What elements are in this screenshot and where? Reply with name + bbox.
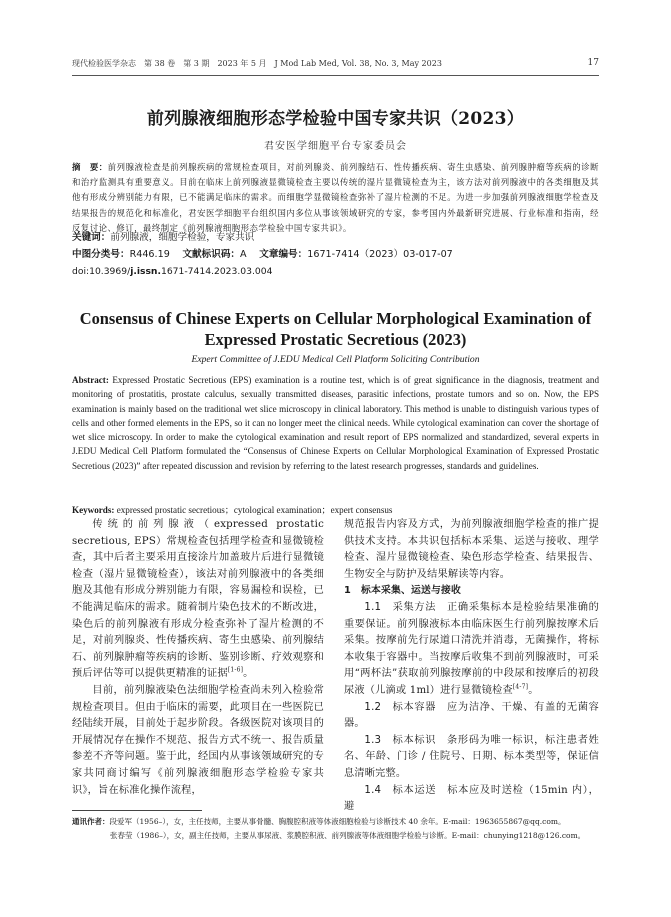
english-title-line2: Expressed Prostatic Secretious (2023) <box>204 330 467 349</box>
paragraph-end: 。 <box>243 668 254 680</box>
doi-suffix: 1671-7414.2023.03.004 <box>160 266 273 277</box>
paragraph-text: 传统的前列腺液（expressed prostatic secretious, EPS）常规检查包括理学检查和显微镜检查，其中后者主要采用直接涂片加盖玻片后进行显微镜检查（湿片显微镜检查），该法对前列腺液中的各类细胞及其他有形成分辨别能力有限，容易漏检和误检，已不能满足临床的需求。随着制片染色技术的不断改进，染色后的前列腺液有形成分检查弥补了湿片检测的不足，对前列腺炎、性传播疾病、寄生虫感染、前列腺结石、前列腺肿瘤等疾病的诊断、鉴别诊断、疗效观察和预后评估等可以提供更精准的证据 <box>72 519 324 680</box>
footnote-rule <box>72 810 202 811</box>
english-keywords-label: Keywords: <box>72 505 115 515</box>
subsection-end: 。 <box>528 684 539 696</box>
doi-bold: j.issn. <box>130 266 161 277</box>
english-keywords-text: expressed prostatic secretious；cytological examination；expert consensus <box>114 505 393 515</box>
english-abstract <box>72 373 599 473</box>
header-rule <box>72 75 599 76</box>
article-no-label: 文章编号： <box>259 249 308 260</box>
body-right-column <box>344 517 599 816</box>
doi-prefix: doi:10.3969/ <box>72 266 131 277</box>
article-no-value: 1671-7414（2023）03-017-07 <box>307 249 453 260</box>
citation-ref: [4-7] <box>512 683 529 691</box>
page-number: 17 <box>587 58 599 68</box>
chinese-abstract-label: 摘 要： <box>72 162 108 172</box>
english-title <box>72 308 599 350</box>
english-author: Expert Committee of J.EDU Medical Cell Platform Soliciting Contribution <box>191 354 480 365</box>
subsection-title: 1.2 标本容器 <box>364 701 437 713</box>
chinese-keywords-text: 前列腺液，细胞学检验，专家共识 <box>110 232 255 243</box>
section-heading: 1 标本采集、运送与接收 <box>344 585 461 597</box>
english-keywords <box>72 503 599 517</box>
chinese-author: 君安医学细胞平台专家委员会 <box>264 141 407 152</box>
chinese-abstract-text: 前列腺液检查是前列腺疾病的常规检查项目，对前列腺炎、前列腺结石、性传播疾病、寄生虫感染、前列腺肿瘤等疾病的诊断和治疗监测具有重要意义。目前在临床上前列腺液显微镜检查主要以传统的湿片显微镜检查为主，该方法对前列腺液中的各类细胞及其他有形成分辨别能力有限，已不能满足临床的需求。而细胞学显微镜检查弥补了湿片检测的不足。为进一步加强前列腺液细胞学检查及结果报告的规范化和标准化，君安医学细胞平台组织国内多位从事该领域研究的专家，参考国内外最新研究进展、行业标准和指南，经反复讨论、修订，最终制定《前列腺液细胞形态学检验中国专家共识》。 <box>72 162 599 233</box>
citation-ref: [1-6] <box>227 666 244 674</box>
chinese-keywords <box>72 231 599 245</box>
body-paragraph: 目前，前列腺液染色法细胞学检查尚未列入检验常规检查项目。但由于临床的需要，此项目在一些医院已经陆续开展，目前处于起步阶段。各级医院对该项目的开展情况存在操作不规范、报告方式不统一、报告质量参差不齐等问题。鉴于此，经国内从事该领域研究的专家共同商讨编写《前列腺液细胞形态学检验专家共识》，旨在标准化操作流程， <box>72 684 324 796</box>
body-left-column <box>72 517 324 799</box>
doi-line <box>72 265 599 279</box>
doc-code-value: A <box>240 249 247 260</box>
classification-line <box>72 248 599 262</box>
clc-label: 中图分类号： <box>72 249 130 260</box>
footnote-author-2: 张春莹（1986–），女，副主任技师，主要从事尿液、浆膜腔积液、前列腺液等体液细胞学检验与诊断。E-mail：chunying1218@126.com。 <box>110 831 586 840</box>
clc-value: R446.19 <box>129 249 170 260</box>
chinese-keywords-label: 关键词： <box>72 232 111 243</box>
chinese-title: 前列腺液细胞形态学检验中国专家共识（2023） <box>146 109 525 129</box>
footnote-author-1: 段爱军（1956–），女，主任技师，主要从事骨髓、胸腹腔积液等体液细胞检验与诊断技术 40 余年。E-mail：1963655867@qq.com。 <box>109 817 566 826</box>
subsection-text: 条形码为唯一标识，标注患者姓名、年龄、门诊 / 住院号、日期、标本类型等，保证信息清晰完整。 <box>344 734 599 779</box>
journal-citation: 现代检验医学杂志 第 38 卷 第 3 期 2023 年 5 月 J Mod Lab Med, Vol. 38, No. 3, May 2023 <box>72 59 442 68</box>
running-header <box>72 58 599 72</box>
body-paragraph <box>72 517 324 683</box>
subsection <box>344 600 599 700</box>
subsection-text: 应为洁净、干燥、有盖的无菌容器。 <box>344 701 599 730</box>
body-paragraph: 规范报告内容及方式，为前列腺液细胞学检查的推广提供技术支持。本共识包括标本采集、运送与接收、理学检查、湿片显微镜检查、染色形态学检查、结果报告、生物安全与防护及结果解读等内容。 <box>344 519 599 580</box>
subsection <box>344 700 599 733</box>
subsection-title: 1.4 标本运送 <box>364 784 437 796</box>
subsection-text: 标本应及时送检（15min 内），避 <box>344 784 599 813</box>
subsection-text: 正确采集标本是检验结果准确的重要保证。前列腺液标本由临床医生行前列腺按摩术后采集。按摩前先行尿道口清洗并消毒，无菌操作，将标本收集于容器中。当按摩后收集不到前列腺液时，可采用“两杯法”获取前列腺按摩前的中段尿和按摩后的初段尿液（儿滴或 1ml）进行显微镜检查 <box>344 601 599 696</box>
subsection <box>344 783 599 816</box>
footnote <box>72 815 599 843</box>
doc-code-label: 文献标识码： <box>182 249 241 260</box>
english-abstract-label: Abstract: <box>72 375 109 385</box>
english-title-line1: Consensus of Chinese Experts on Cellular Morphological Examination of <box>79 309 592 328</box>
english-abstract-text: Expressed Prostatic Secretious (EPS) examination is a routine test, which is of great significance in the diagnosis, treatment and monitoring of prostatitis, prostate calculus, sexually transmitted diseases, parasitic infections, prostate tumors and so on. Now, the EPS examination is mainly based on the traditional wet slice microscopy in clinical laboratory. This method is unable to distinguish various types of cells and other formed elements in the EPS, so it can no longer meet the clinical needs. While cytological examination can cover the shortage of wet slice microscopy. In order to make the cytological examination and result report of EPS normalized and standardized, several experts in J.EDU Medical Cell Platform formulated the “Consensus of Chinese Experts on Cellular Morphological Examination of Expressed Prostatic Secretious (2023)” after repeated discussion and revision by referring to the latest research progresses, standards and guidelines. <box>72 375 599 471</box>
subsection-title: 1.1 采集方法 <box>364 601 437 613</box>
chinese-abstract <box>72 160 599 236</box>
subsection <box>344 733 599 783</box>
subsection-title: 1.3 标本标识 <box>364 734 437 746</box>
footnote-label: 通讯作者： <box>72 817 110 826</box>
